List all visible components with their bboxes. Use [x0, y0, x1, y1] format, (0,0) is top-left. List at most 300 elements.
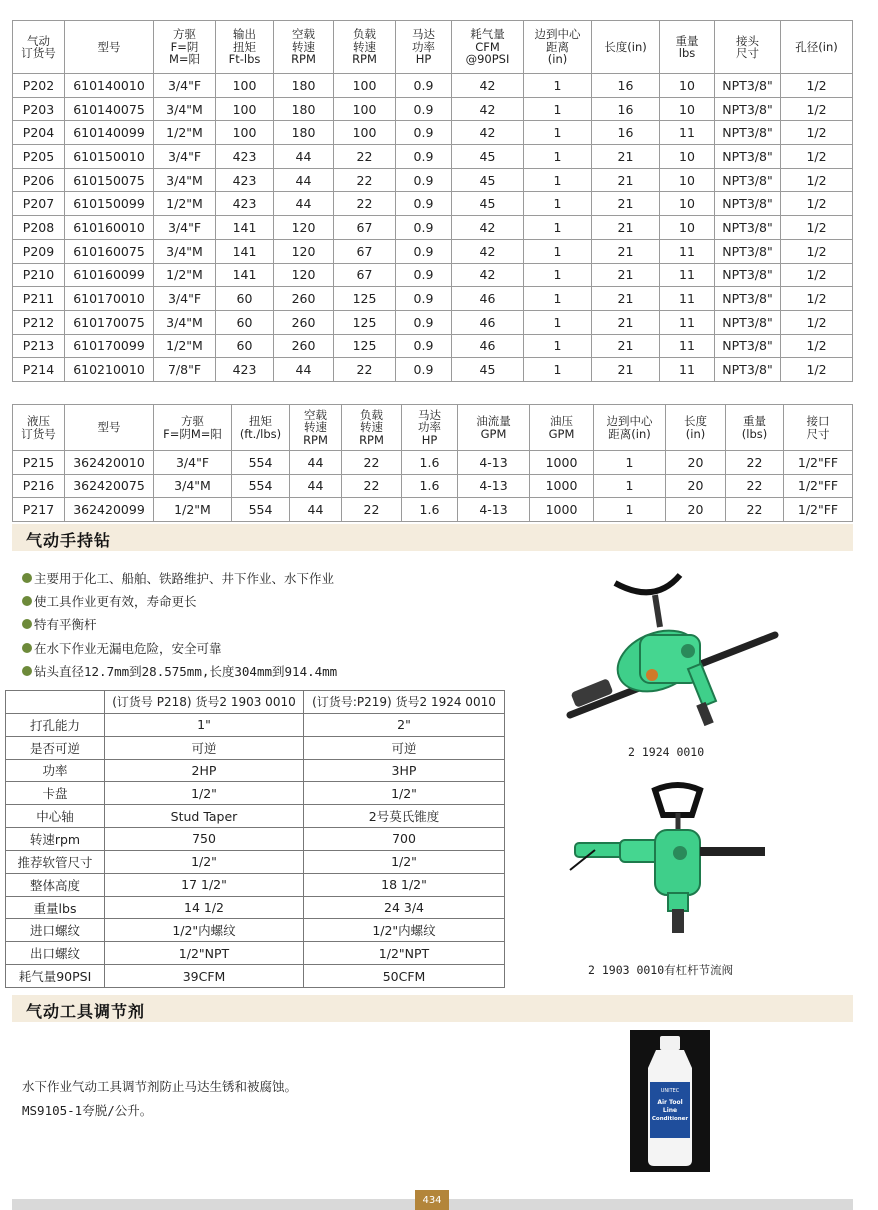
column-header: 接口 尺寸: [784, 405, 853, 451]
table-cell: 610140099: [65, 121, 154, 145]
drill-photo-2-1924: [560, 565, 790, 740]
table-cell: 141: [216, 263, 274, 287]
table-cell: 1/2"FF: [784, 498, 853, 522]
table-cell: 1/2"FF: [784, 474, 853, 498]
table-cell: NPT3/8": [715, 358, 781, 382]
table-cell: NPT3/8": [715, 74, 781, 98]
table-cell: 42: [452, 216, 524, 240]
table-cell: 1/2: [781, 192, 853, 216]
table-cell: 423: [216, 145, 274, 169]
table-cell: 3/4"F: [154, 145, 216, 169]
column-header: 孔径(in): [781, 21, 853, 74]
table-cell: 0.9: [396, 74, 452, 98]
table-cell: NPT3/8": [715, 97, 781, 121]
bullet-icon: [22, 619, 32, 629]
column-header: 扭矩 (ft./lbs): [232, 405, 290, 451]
table-cell: 180: [274, 97, 334, 121]
table-cell: 0.9: [396, 192, 452, 216]
table-row: [13, 498, 853, 522]
table-cell: 耗气量90PSI: [6, 965, 105, 988]
table-cell: 1: [524, 310, 592, 334]
table-cell: 610150099: [65, 192, 154, 216]
column-header: 方驱 F=阴M=阳: [154, 405, 232, 451]
table-row: [13, 474, 853, 498]
table-row: [13, 168, 853, 192]
table-cell: 0.9: [396, 358, 452, 382]
table-cell: 2HP: [105, 759, 304, 782]
table-cell: 1: [524, 287, 592, 311]
table-cell: 3/4"F: [154, 216, 216, 240]
table-cell: 1: [524, 74, 592, 98]
table-cell: 1/2"内螺纹: [304, 919, 505, 942]
table-cell: 125: [334, 334, 396, 358]
table-row: [6, 805, 505, 828]
table-cell: 610170010: [65, 287, 154, 311]
table-cell: 3/4"F: [154, 74, 216, 98]
table-cell: Stud Taper: [105, 805, 304, 828]
table-cell: NPT3/8": [715, 239, 781, 263]
table-cell: 20: [666, 474, 726, 498]
table-row: [13, 121, 853, 145]
table-cell: 22: [334, 168, 396, 192]
table-cell: 21: [592, 287, 660, 311]
bottle-brand: UNITEC: [660, 1088, 680, 1094]
column-header: 液压 订货号: [13, 405, 65, 451]
table-cell: NPT3/8": [715, 145, 781, 169]
table-cell: 610160075: [65, 239, 154, 263]
table-cell: 610210010: [65, 358, 154, 382]
feature-text: 在水下作业无漏电危险，安全可靠: [34, 640, 222, 656]
table-cell: 4-13: [458, 474, 530, 498]
table-cell: P211: [13, 287, 65, 311]
page-number: 434: [415, 1190, 449, 1210]
table-cell: 可逆: [105, 736, 304, 759]
table-cell: 0.9: [396, 97, 452, 121]
table-cell: P214: [13, 358, 65, 382]
table-cell: 1: [524, 358, 592, 382]
table-cell: 46: [452, 334, 524, 358]
table-cell: 1: [594, 451, 666, 475]
table-cell: 11: [660, 310, 715, 334]
table-cell: 21: [592, 216, 660, 240]
table-cell: 0.9: [396, 145, 452, 169]
feature-text: 特有平衡杆: [34, 617, 97, 633]
table-cell: 1: [524, 334, 592, 358]
table-cell: 21: [592, 334, 660, 358]
section-title-hand-drill: 气动手持钻: [26, 531, 112, 550]
table-cell: 11: [660, 263, 715, 287]
table-cell: P204: [13, 121, 65, 145]
column-header: 油压 GPM: [530, 405, 594, 451]
table-cell: 可逆: [304, 736, 505, 759]
column-header: 边到中心 距离 (in): [524, 21, 592, 74]
feature-text: 钻头直径12.7mm到28.575mm,长度304mm到914.4mm: [34, 664, 338, 680]
table-cell: 260: [274, 310, 334, 334]
table-cell: 10: [660, 145, 715, 169]
bottle-label-2: Line: [662, 1107, 678, 1114]
column-header: 长度(in): [592, 21, 660, 74]
table-cell: 3/4"F: [154, 451, 232, 475]
table-cell: 10: [660, 168, 715, 192]
table-cell: 67: [334, 263, 396, 287]
table-cell: 700: [304, 828, 505, 851]
column-header: (订货号 P218) 货号2 1903 0010: [105, 691, 304, 714]
table-cell: 3/4"M: [154, 97, 216, 121]
table-row: [6, 965, 505, 988]
table-cell: 1000: [530, 451, 594, 475]
table-cell: 16: [592, 121, 660, 145]
table-cell: 3/4"M: [154, 474, 232, 498]
table-cell: 22: [342, 451, 402, 475]
feature-item: [22, 566, 542, 589]
table-cell: 423: [216, 192, 274, 216]
table-row: [6, 919, 505, 942]
table-cell: 转速rpm: [6, 828, 105, 851]
table-cell: 22: [334, 192, 396, 216]
table-cell: 1/2: [781, 287, 853, 311]
table-cell: NPT3/8": [715, 263, 781, 287]
table-cell: 44: [274, 358, 334, 382]
table-cell: 42: [452, 263, 524, 287]
bottle-label-1: Air Tool: [657, 1099, 683, 1106]
column-header: 气动 订货号: [13, 21, 65, 74]
table-cell: 45: [452, 168, 524, 192]
table-cell: 0.9: [396, 287, 452, 311]
table-cell: 21: [592, 239, 660, 263]
table-cell: 4-13: [458, 498, 530, 522]
table-row: [6, 896, 505, 919]
table-cell: 610160099: [65, 263, 154, 287]
table-cell: 1/2": [105, 782, 304, 805]
column-header: 负载 转速 RPM: [342, 405, 402, 451]
table-cell: P213: [13, 334, 65, 358]
table-cell: 1/2": [304, 850, 505, 873]
table-cell: 1: [594, 498, 666, 522]
feature-list: [22, 566, 542, 683]
table-cell: 180: [274, 74, 334, 98]
column-header: 型号: [65, 405, 154, 451]
table-cell: 1/2: [781, 334, 853, 358]
table-cell: 554: [232, 498, 290, 522]
table-cell: 10: [660, 216, 715, 240]
drill-spec-table: [5, 690, 505, 988]
column-header: 方驱 F=阴 M=阳: [154, 21, 216, 74]
table-cell: 3/4"M: [154, 310, 216, 334]
column-header: 马达 功率 HP: [402, 405, 458, 451]
feature-text: 使工具作业更有效，寿命更长: [34, 594, 197, 610]
table-cell: 10: [660, 97, 715, 121]
table-cell: 100: [334, 121, 396, 145]
table-cell: 1/2: [781, 145, 853, 169]
table-cell: 554: [232, 451, 290, 475]
table-cell: 0.9: [396, 310, 452, 334]
feature-item: [22, 660, 542, 683]
table-cell: 120: [274, 239, 334, 263]
drill-table-header: [6, 691, 505, 714]
table-cell: 42: [452, 239, 524, 263]
column-header: 空载 转速 RPM: [274, 21, 334, 74]
table-cell: 22: [342, 474, 402, 498]
table-cell: 60: [216, 287, 274, 311]
table-cell: NPT3/8": [715, 334, 781, 358]
table-cell: 22: [334, 358, 396, 382]
table-cell: 1: [524, 263, 592, 287]
bullet-icon: [22, 666, 32, 676]
table-row: [6, 873, 505, 896]
table-row: [13, 216, 853, 240]
table-cell: 1: [524, 97, 592, 121]
table-row: [13, 358, 853, 382]
table-cell: 整体高度: [6, 873, 105, 896]
column-header: 输出 扭矩 Ft-lbs: [216, 21, 274, 74]
column-header: 边到中心 距离(in): [594, 405, 666, 451]
table-cell: P217: [13, 498, 65, 522]
table-cell: 18 1/2": [304, 873, 505, 896]
table-cell: 46: [452, 310, 524, 334]
table-cell: 1/2: [781, 239, 853, 263]
conditioner-spec: MS9105-1夸脱/公升。: [22, 1103, 153, 1118]
table-cell: 1/2"内螺纹: [105, 919, 304, 942]
table-cell: 141: [216, 239, 274, 263]
table-cell: 610170075: [65, 310, 154, 334]
column-header: 耗气量 CFM @90PSI: [452, 21, 524, 74]
table-cell: 42: [452, 121, 524, 145]
table-cell: 7/8"F: [154, 358, 216, 382]
table-cell: 1: [524, 216, 592, 240]
table-cell: 20: [666, 451, 726, 475]
table-cell: 1: [524, 239, 592, 263]
table-cell: 11: [660, 334, 715, 358]
table-cell: 22: [726, 451, 784, 475]
table-cell: 362420075: [65, 474, 154, 498]
table-cell: 0.9: [396, 216, 452, 240]
table-cell: 14 1/2: [105, 896, 304, 919]
table-cell: 67: [334, 216, 396, 240]
feature-text: 主要用于化工、船舶、铁路维护、井下作业、水下作业: [34, 570, 335, 586]
table-cell: 45: [452, 358, 524, 382]
table-cell: 1": [105, 713, 304, 736]
table-cell: 4-13: [458, 451, 530, 475]
drill-photo-2-1903: [560, 775, 780, 940]
pneumatic-table-body: [13, 74, 853, 382]
table-cell: 45: [452, 145, 524, 169]
table-cell: 1.6: [402, 451, 458, 475]
table-cell: 42: [452, 74, 524, 98]
table-row: [6, 942, 505, 965]
table-cell: 11: [660, 358, 715, 382]
section-bar-hand-drill: [12, 524, 853, 551]
table-cell: 44: [274, 168, 334, 192]
table-cell: 1: [594, 474, 666, 498]
table-cell: 21: [592, 145, 660, 169]
table-cell: 11: [660, 121, 715, 145]
hydraulic-spec-table: [12, 404, 853, 522]
feature-item: [22, 613, 542, 636]
table-row: [6, 736, 505, 759]
table-cell: 1: [524, 168, 592, 192]
table-cell: 功率: [6, 759, 105, 782]
table-row: [6, 828, 505, 851]
column-header: 油流量 GPM: [458, 405, 530, 451]
table-cell: 44: [290, 498, 342, 522]
table-cell: 67: [334, 239, 396, 263]
column-header: 马达 功率 HP: [396, 21, 452, 74]
bullet-icon: [22, 573, 32, 583]
table-cell: 44: [290, 474, 342, 498]
table-cell: 1/2: [781, 168, 853, 192]
table-cell: 1/2"M: [154, 334, 216, 358]
table-cell: 1/2"NPT: [105, 942, 304, 965]
table-cell: 423: [216, 358, 274, 382]
table-cell: 423: [216, 168, 274, 192]
table-cell: 100: [216, 97, 274, 121]
drill-caption-2: 2 1903 0010有杠杆节流阀: [588, 963, 734, 977]
table-cell: 20: [666, 498, 726, 522]
table-cell: 1/2"FF: [784, 451, 853, 475]
column-header: (订货号:P219) 货号2 1924 0010: [304, 691, 505, 714]
table-row: [13, 263, 853, 287]
table-cell: 3/4"F: [154, 287, 216, 311]
table-cell: 21: [592, 263, 660, 287]
table-cell: 45: [452, 192, 524, 216]
conditioner-bottle-photo: [630, 1030, 710, 1172]
table-cell: P206: [13, 168, 65, 192]
table-cell: 0.9: [396, 263, 452, 287]
table-cell: 10: [660, 74, 715, 98]
table-cell: 46: [452, 287, 524, 311]
table-cell: 1: [524, 192, 592, 216]
table-cell: 1/2"M: [154, 498, 232, 522]
bottle-label-3: Conditioner: [651, 1116, 689, 1122]
table-cell: 610160010: [65, 216, 154, 240]
table-cell: 1/2"NPT: [304, 942, 505, 965]
column-header: [6, 691, 105, 714]
column-header: 型号: [65, 21, 154, 74]
table-row: [13, 310, 853, 334]
table-cell: 1/2": [304, 782, 505, 805]
table-cell: 11: [660, 287, 715, 311]
table-cell: 1.6: [402, 474, 458, 498]
table-cell: 1/2: [781, 358, 853, 382]
column-header: 长度 (in): [666, 405, 726, 451]
table-cell: 21: [592, 168, 660, 192]
column-header: 重量 (lbs): [726, 405, 784, 451]
table-row: [13, 97, 853, 121]
table-cell: P209: [13, 239, 65, 263]
table-cell: 1/2: [781, 310, 853, 334]
table-cell: 1.6: [402, 498, 458, 522]
table-cell: 17 1/2": [105, 873, 304, 896]
table-cell: 141: [216, 216, 274, 240]
table-cell: 2号莫氏锥度: [304, 805, 505, 828]
column-header: 重量 lbs: [660, 21, 715, 74]
conditioner-description: 水下作业气动工具调节剂防止马达生锈和被腐蚀。: [22, 1079, 298, 1094]
table-cell: 0.9: [396, 239, 452, 263]
hydraulic-table-header: [13, 405, 853, 451]
table-cell: NPT3/8": [715, 121, 781, 145]
table-cell: 16: [592, 74, 660, 98]
hydraulic-table-body: [13, 451, 853, 522]
table-cell: 120: [274, 216, 334, 240]
table-cell: NPT3/8": [715, 192, 781, 216]
table-row: [13, 239, 853, 263]
table-cell: 1/2: [781, 74, 853, 98]
table-cell: 60: [216, 334, 274, 358]
table-cell: P210: [13, 263, 65, 287]
table-cell: 21: [592, 358, 660, 382]
table-cell: 3HP: [304, 759, 505, 782]
table-cell: 120: [274, 263, 334, 287]
table-cell: 21: [592, 192, 660, 216]
table-cell: 0.9: [396, 168, 452, 192]
table-cell: 2": [304, 713, 505, 736]
table-cell: 260: [274, 287, 334, 311]
table-cell: 362420010: [65, 451, 154, 475]
table-cell: 362420099: [65, 498, 154, 522]
table-cell: P215: [13, 451, 65, 475]
section-title-conditioner: 气动工具调节剂: [26, 1002, 146, 1021]
table-cell: 260: [274, 334, 334, 358]
table-cell: 1: [524, 121, 592, 145]
table-cell: NPT3/8": [715, 287, 781, 311]
table-cell: 22: [726, 474, 784, 498]
feature-item: [22, 636, 542, 659]
table-cell: P208: [13, 216, 65, 240]
table-cell: 11: [660, 239, 715, 263]
table-row: [13, 74, 853, 98]
table-cell: 610150075: [65, 168, 154, 192]
table-cell: 中心轴: [6, 805, 105, 828]
table-cell: P212: [13, 310, 65, 334]
table-cell: 1/2"M: [154, 121, 216, 145]
table-row: [13, 145, 853, 169]
column-header: 接头 尺寸: [715, 21, 781, 74]
table-cell: 39CFM: [105, 965, 304, 988]
table-cell: 卡盘: [6, 782, 105, 805]
table-cell: 1/2"M: [154, 192, 216, 216]
table-cell: 打孔能力: [6, 713, 105, 736]
bullet-icon: [22, 643, 32, 653]
table-row: [13, 192, 853, 216]
table-cell: 1: [524, 145, 592, 169]
table-cell: 610150010: [65, 145, 154, 169]
table-row: [13, 287, 853, 311]
table-row: [6, 850, 505, 873]
table-cell: 44: [274, 145, 334, 169]
drill-table-body: [6, 713, 505, 987]
table-cell: P203: [13, 97, 65, 121]
table-cell: 42: [452, 97, 524, 121]
table-cell: 重量lbs: [6, 896, 105, 919]
table-cell: 100: [334, 74, 396, 98]
table-cell: NPT3/8": [715, 310, 781, 334]
table-cell: 推荐软管尺寸: [6, 850, 105, 873]
table-cell: 44: [290, 451, 342, 475]
table-cell: 是否可逆: [6, 736, 105, 759]
table-row: [6, 759, 505, 782]
table-cell: 125: [334, 310, 396, 334]
table-cell: 1000: [530, 474, 594, 498]
table-cell: 3/4"M: [154, 168, 216, 192]
table-cell: 610140075: [65, 97, 154, 121]
table-cell: 22: [334, 145, 396, 169]
table-cell: 0.9: [396, 334, 452, 358]
table-cell: 100: [334, 97, 396, 121]
table-cell: 50CFM: [304, 965, 505, 988]
table-cell: 3/4"M: [154, 239, 216, 263]
table-cell: 125: [334, 287, 396, 311]
column-header: 负载 转速 RPM: [334, 21, 396, 74]
